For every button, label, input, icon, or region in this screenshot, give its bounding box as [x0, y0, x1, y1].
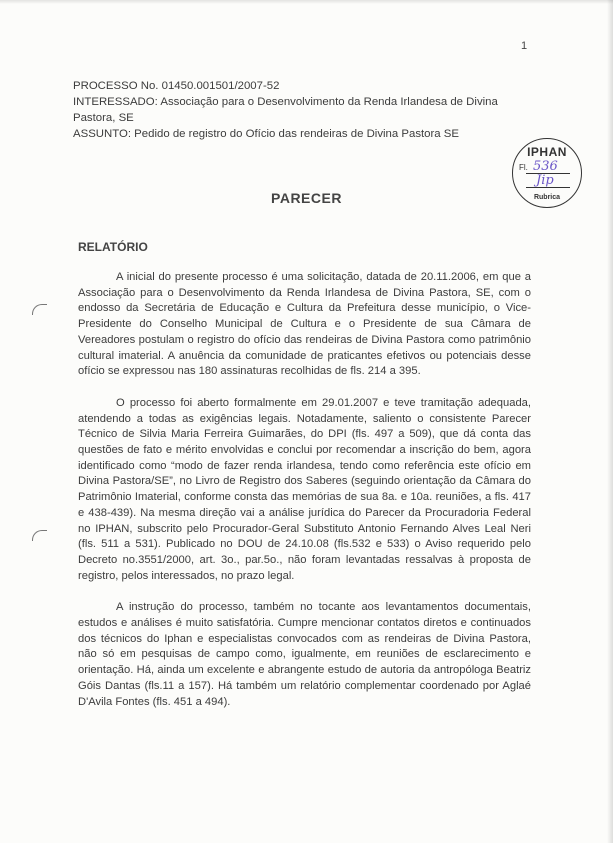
stamp-sheet-number: 536: [533, 159, 558, 174]
punch-hole-mark: [32, 530, 47, 541]
stamp-title: IPHAN: [527, 145, 567, 159]
scan-top-shadow: [0, 0, 613, 4]
document-body: [78, 270, 531, 726]
interessado-line-2: Pastora, SE: [73, 112, 134, 124]
stamp-initials: Jip: [536, 173, 554, 188]
document-header: [73, 78, 543, 142]
scan-edge-shadow: [607, 0, 613, 843]
body-paragraph: A instrução do processo, também no tocante aos levantamentos documentais, estudos e análises é muito satisfatória. Cumpre mencionar contatos diretos e continuados dos técnicos do Iphan e especialistas convocados com as rendeiras de Divina Pastora, não só em pesquisas de campo como, igualmente, em reuniões de esclarecimento e orientação. Há, ainda um excelente e abrangente estudo de autoria da antropóloga Beatriz Góis Dantas (fls.11 a 157). Há também um relatório complementar coordenado por Aglaé D'Avila Fontes (fls. 451 a 494).: [78, 601, 531, 708]
interessado-line-1: INTERESSADO: Associação para o Desenvolvimento da Renda Irlandesa de Divina: [73, 96, 498, 108]
punch-hole-mark: [32, 304, 47, 315]
stamp-fl-label: Fl.: [519, 163, 528, 172]
page-number: 1: [521, 40, 528, 52]
processo-line: PROCESSO No. 01450.001501/2007-52: [73, 80, 280, 92]
document-title: PARECER: [271, 190, 342, 206]
section-heading: RELATÓRIO: [78, 240, 148, 254]
stamp-rubrica-label: Rubrica: [533, 194, 561, 201]
body-paragraph: A inicial do presente processo é uma solicitação, datada de 20.11.2006, em que a Associação para o Desenvolvimento da Renda Irlandesa de Divina Pastora, SE, com o endosso da Secretária de Educação e Cultura da Prefeitura desse município, o Vice-Presidente do Conselho Municipal de Cultura e o Presidente de sua Câmara de Vereadores postulam o registro do ofício das rendeiras de Divina Pastora como patrimônio cultural imaterial. A anuência da comunidade de praticantes efetivos ou potenciais desse ofício se expressou nas 180 assinaturas recolhidas de fls. 214 a 395.: [78, 271, 531, 378]
assunto-line: ASSUNTO: Pedido de registro do Ofício das rendeiras de Divina Pastora SE: [73, 128, 459, 140]
stamp-divider: [526, 187, 570, 188]
body-paragraph: O processo foi aberto formalmente em 29.01.2007 e teve tramitação adequada, atendendo a todas as exigências legais. Notadamente, saliento o consistente Parecer Técnico de Silvia Maria Ferreira Guimarães, do DPI (fls. 497 a 509), que dá conta das questões de fato e mérito envolvidas e conclui por recomendar a inscrição do bem, agora identificado como “modo de fazer renda irlandesa, tendo como referência este ofício em Divina Pastora/SE”, no Livro de Registro dos Saberes (seguindo orientação da Câmara do Patrimônio Imaterial, conforme consta das memórias de sua 8a. e 10a. reuniões, a fls. 417 e 438-439). Na mesma direção vai a análise jurídica do Parecer da Procuradoria Federal no IPHAN, subscrito pelo Procurador-Geral Substituto Antonio Fernando Alves Leal Neri (fls. 511 a 531). Publicado no DOU de 24.10.08 (fls.532 e 533) o Aviso requerido pelo Decreto no.3551/2000, art. 3o., par.5o., não foram levantadas ressalvas à proposta de registro, pelos interessados, no prazo legal.: [78, 396, 531, 582]
